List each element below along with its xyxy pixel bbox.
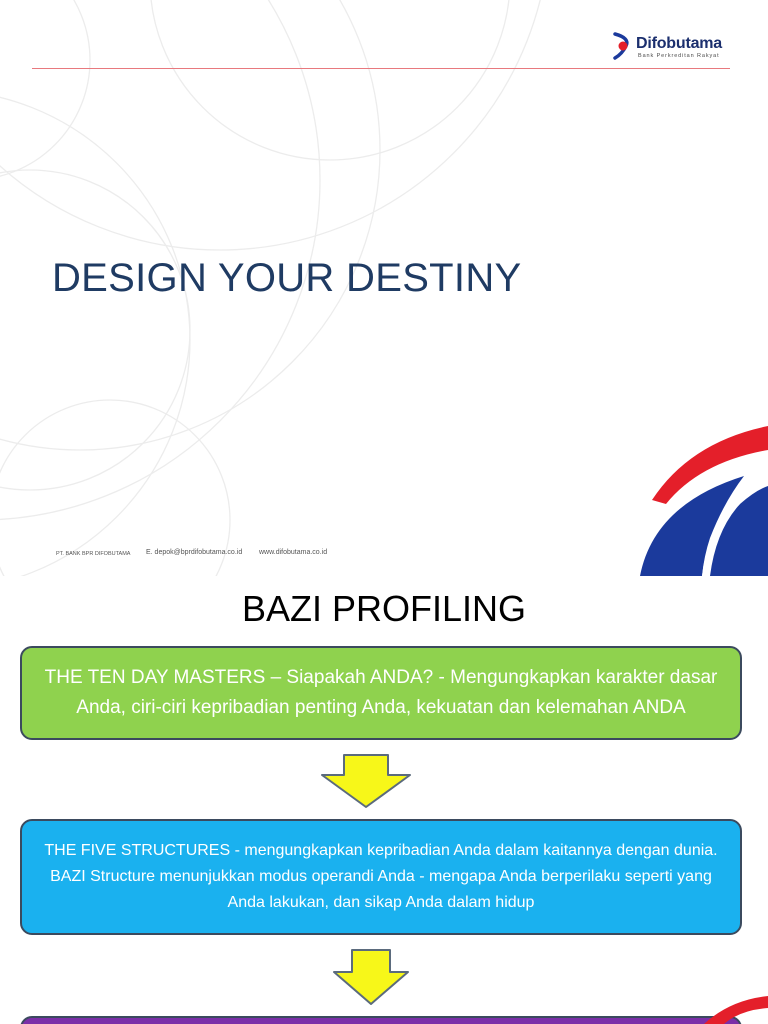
difobutama-logo-icon [612, 32, 634, 60]
box-text: THE FIVE STRUCTURES - mengungkapkan kepribadian Anda dalam kaitannya dengan dunia. BAZI Structure menunjukkan modus operandi Anda - mengapa Anda berperilaku seperti yang Anda lakukan, dan sikap Anda dalam hidup [44, 842, 718, 911]
brand-swoosh-decoration [700, 994, 768, 1024]
slide-2 [0, 576, 768, 1024]
footer-email: E. depok@bprdifobutama.co.id [146, 549, 243, 556]
arrow-down-icon [318, 753, 414, 809]
header-divider [32, 68, 730, 69]
arrow-down-icon [332, 948, 410, 1006]
ten-day-masters-box [20, 646, 742, 740]
slide-title: BAZI PROFILING [241, 588, 527, 629]
difobutama-logo [612, 30, 742, 64]
logo-tagline: Bank Perkreditan Rakyat [638, 53, 720, 59]
third-profile-box [20, 1016, 742, 1024]
slide-title: DESIGN YOUR DESTINY [52, 256, 522, 300]
box-text: THE TEN DAY MASTERS – Siapakah ANDA? - Mengungkapkan karakter dasar Anda, ciri-ciri kepribadian penting Anda, kekuatan dan kelemahan ANDA [44, 667, 718, 718]
logo-name: Difobutama [636, 35, 723, 52]
footer-website: www.difobutama.co.id [259, 549, 328, 556]
footer-company: PT. BANK BPR DIFOBUTAMA [56, 551, 131, 557]
brand-swoosh-decoration [640, 420, 768, 576]
five-structures-box [20, 819, 742, 935]
